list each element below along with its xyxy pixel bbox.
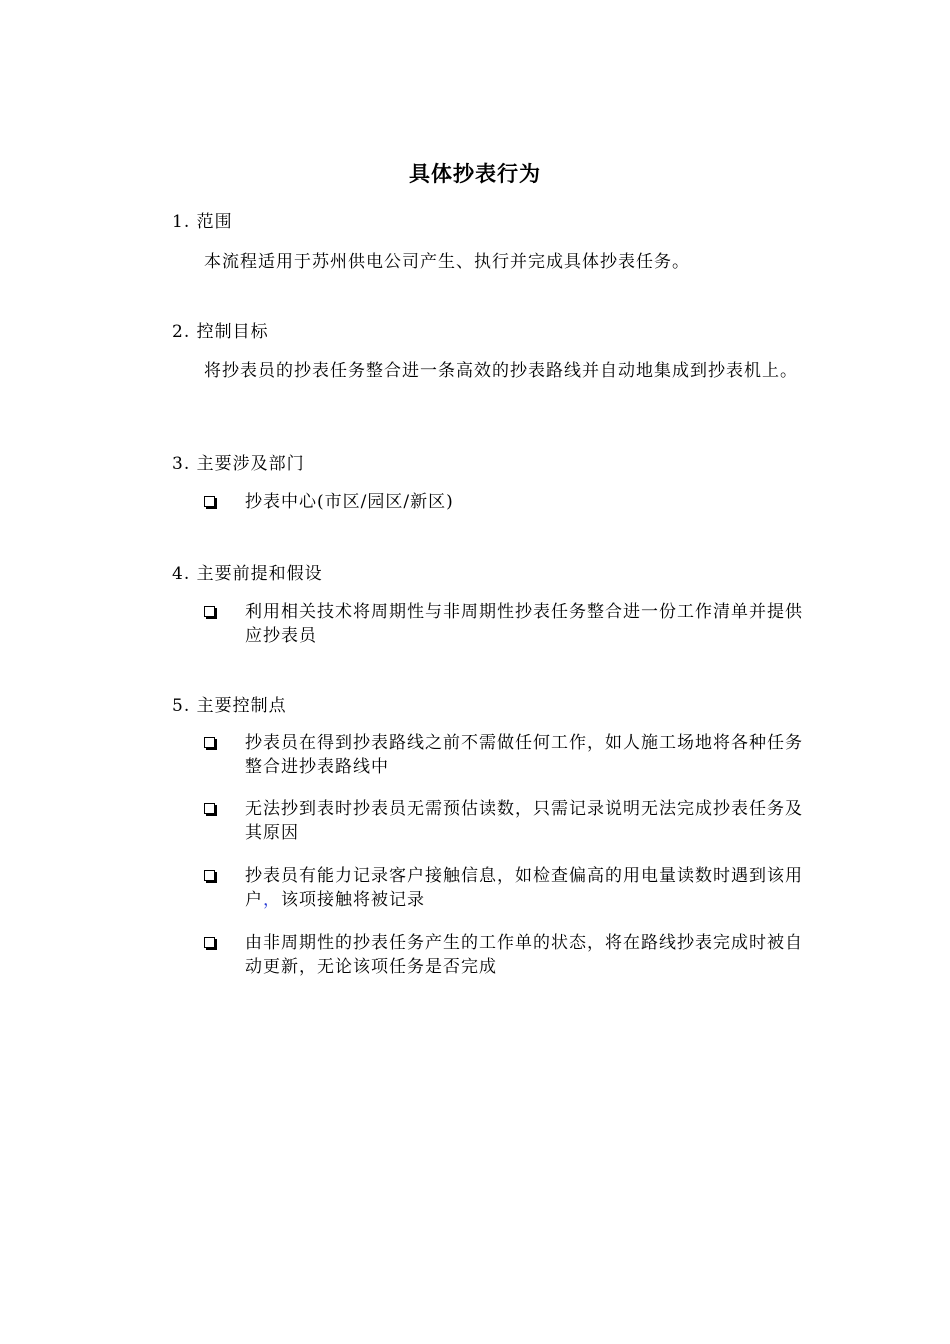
section-heading-assumptions: 4. 主要前提和假设 bbox=[172, 564, 323, 584]
section-text-objective: 将抄表员的抄表任务整合进一条高效的抄表路线并自动地集成到抄表机上。 bbox=[204, 361, 798, 381]
bullet-text: 由非周期性的抄表任务产生的工作单的状态，将在路线抄表完成时被自动更新，无论该项任务是否完成 bbox=[245, 933, 803, 977]
blue-comma: ， bbox=[263, 890, 281, 910]
bullet-text bbox=[245, 864, 808, 912]
section-heading-objective: 2. 控制目标 bbox=[172, 322, 269, 342]
document-title: 具体抄表行为 bbox=[409, 162, 541, 186]
checkbox-icon bbox=[204, 870, 215, 881]
section-heading-departments: 3. 主要涉及部门 bbox=[172, 454, 305, 474]
checkbox-icon bbox=[204, 937, 215, 948]
section-heading-scope: 1. 范围 bbox=[172, 212, 233, 232]
bullet-text: 抄表中心(市区/园区/新区) bbox=[245, 492, 454, 512]
bullet-text-part: 抄表员有能力记录客户接触信息，如检查偏高的用电量读数时遇到该用户 bbox=[245, 866, 803, 910]
checkbox-icon bbox=[204, 737, 215, 748]
checkbox-icon bbox=[204, 803, 215, 814]
bullet-text: 利用相关技术将周期性与非周期性抄表任务整合进一份工作清单并提供应抄表员 bbox=[245, 602, 803, 646]
bullet-text-part: 该项接触将被记录 bbox=[281, 890, 425, 910]
checkbox-icon bbox=[204, 606, 215, 617]
section-text-scope: 本流程适用于苏州供电公司产生、执行并完成具体抄表任务。 bbox=[204, 252, 690, 272]
checkbox-icon bbox=[204, 496, 215, 507]
bullet-text: 抄表员在得到抄表路线之前不需做任何工作，如人施工场地将各种任务整合进抄表路线中 bbox=[245, 733, 803, 777]
section-heading-control-points: 5. 主要控制点 bbox=[172, 696, 287, 716]
bullet-text: 无法抄到表时抄表员无需预估读数，只需记录说明无法完成抄表任务及其原因 bbox=[245, 799, 803, 843]
